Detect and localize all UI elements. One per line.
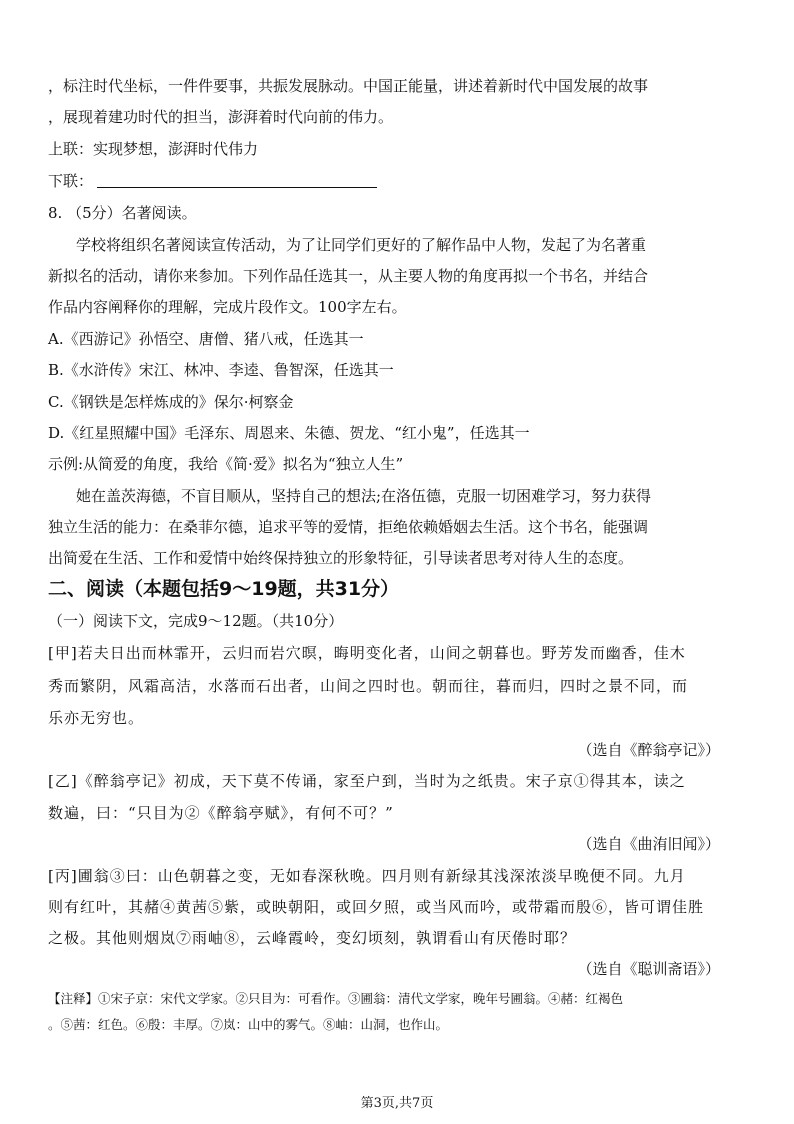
subsection-heading: （一）阅读下文，完成9～12题。（共10分） xyxy=(48,612,344,630)
section-2-heading: 二、阅读（本题包括9～19题，共31分） xyxy=(48,578,400,600)
passage-bing: [丙]圃翁③曰：山色朝暮之变，无如春深秋晚。四月则有新绿其浅深浓淡早晚便不同。九月 xyxy=(48,867,686,885)
passage-jia: [甲]若夫日出而林霏开，云归而岩穴暝，晦明变化者，山间之朝暮也。野芳发而幽香，佳木 xyxy=(48,644,686,662)
option-c: C.《钢铁是怎样炼成的》保尔·柯察金 xyxy=(48,393,294,411)
example-title: 示例:从简爱的角度，我给《简·爱》拟名为“独立人生” xyxy=(48,455,404,473)
couplet-upper: 上联：实现梦想，澎湃时代伟力 xyxy=(48,140,259,158)
page-number: 第3页,共7页 xyxy=(360,1096,434,1111)
question-8-text: 作品内容阐释你的理解，完成片段作文。100字左右。 xyxy=(48,298,407,316)
source-citation: （选自《曲洧旧闻》） xyxy=(577,835,720,853)
annotation-note: 。⑤茜：红色。⑥殷：丰厚。⑦岚：山中的雾气。⑧岫：山洞，也作山。 xyxy=(48,1017,449,1032)
question-8-title: 8. （5分）名著阅读。 xyxy=(48,204,197,222)
passage-bing: 则有红叶，其赭④黄茜⑤紫，或映朝阳，或回夕照，或当风而吟，或带霜而殷⑥，皆可谓佳胜 xyxy=(48,898,705,916)
question-8-text: 学校将组织名著阅读宣传活动，为了让同学们更好的了解作品中人物，发起了为名著重 xyxy=(76,236,647,254)
option-b: B.《水浒传》宋江、林冲、李逵、鲁智深，任选其一 xyxy=(48,361,394,379)
question-8-text: 新拟名的活动，请你来参加。下列作品任选其一，从主要人物的角度再拟一个书名，并结合 xyxy=(48,267,649,285)
passage-yi: 数遍，曰：“只目为②《醉翁亭赋》，有何不可？” xyxy=(48,804,394,822)
couplet-lower-label: 下联： xyxy=(48,172,94,190)
example-text: 她在盖茨海德，不盲目顺从，坚持自己的想法;在洛伍德，克服一切困难学习，努力获得 xyxy=(76,487,652,505)
example-text: 独立生活的能力：在桑菲尔德，追求平等的爱情，拒绝依赖婚姻去生活。这个书名，能强调 xyxy=(48,518,649,536)
answer-blank[interactable] xyxy=(97,173,377,188)
example-text: 出简爱在生活、工作和爱情中始终保持独立的形象特征，引导读者思考对待人生的态度。 xyxy=(48,549,634,567)
source-citation: （选自《醉翁亭记》） xyxy=(577,741,720,759)
text-line: ，展现着建功时代的担当，澎湃着时代向前的伟力。 xyxy=(48,108,394,126)
passage-jia: 秀而繁阴，风霜高洁，水落而石出者，山间之四时也。朝而往，暮而归，四时之景不同，而 xyxy=(48,677,689,695)
passage-jia: 乐亦无穷也。 xyxy=(48,709,145,727)
text-line: ，标注时代坐标，一件件要事，共振发展脉动。中国正能量，讲述着新时代中国发展的故事 xyxy=(48,77,649,95)
source-citation: （选自《聪训斋语》） xyxy=(577,960,720,978)
annotation-note: 【注释】①宋子京：宋代文学家。②只目为：可看作。③圃翁：清代文学家，晚年号圃翁。④赭：红褐色 xyxy=(48,991,624,1006)
passage-yi: [乙]《醉翁亭记》初成，天下莫不传诵，家至户到，当时为之纸贵。宋子京①得其本，读之 xyxy=(48,772,686,790)
option-a: A.《西游记》孙悟空、唐僧、猪八戒，任选其一 xyxy=(48,330,364,348)
option-d: D.《红星照耀中国》毛泽东、周恩来、朱德、贺龙、“红小鬼”，任选其一 xyxy=(48,424,530,442)
couplet-lower xyxy=(48,171,748,191)
passage-bing: 之极。其他则烟岚⑦雨岫⑧，云峰霞岭，变幻顷刻，孰谓看山有厌倦时耶？ xyxy=(48,929,577,947)
